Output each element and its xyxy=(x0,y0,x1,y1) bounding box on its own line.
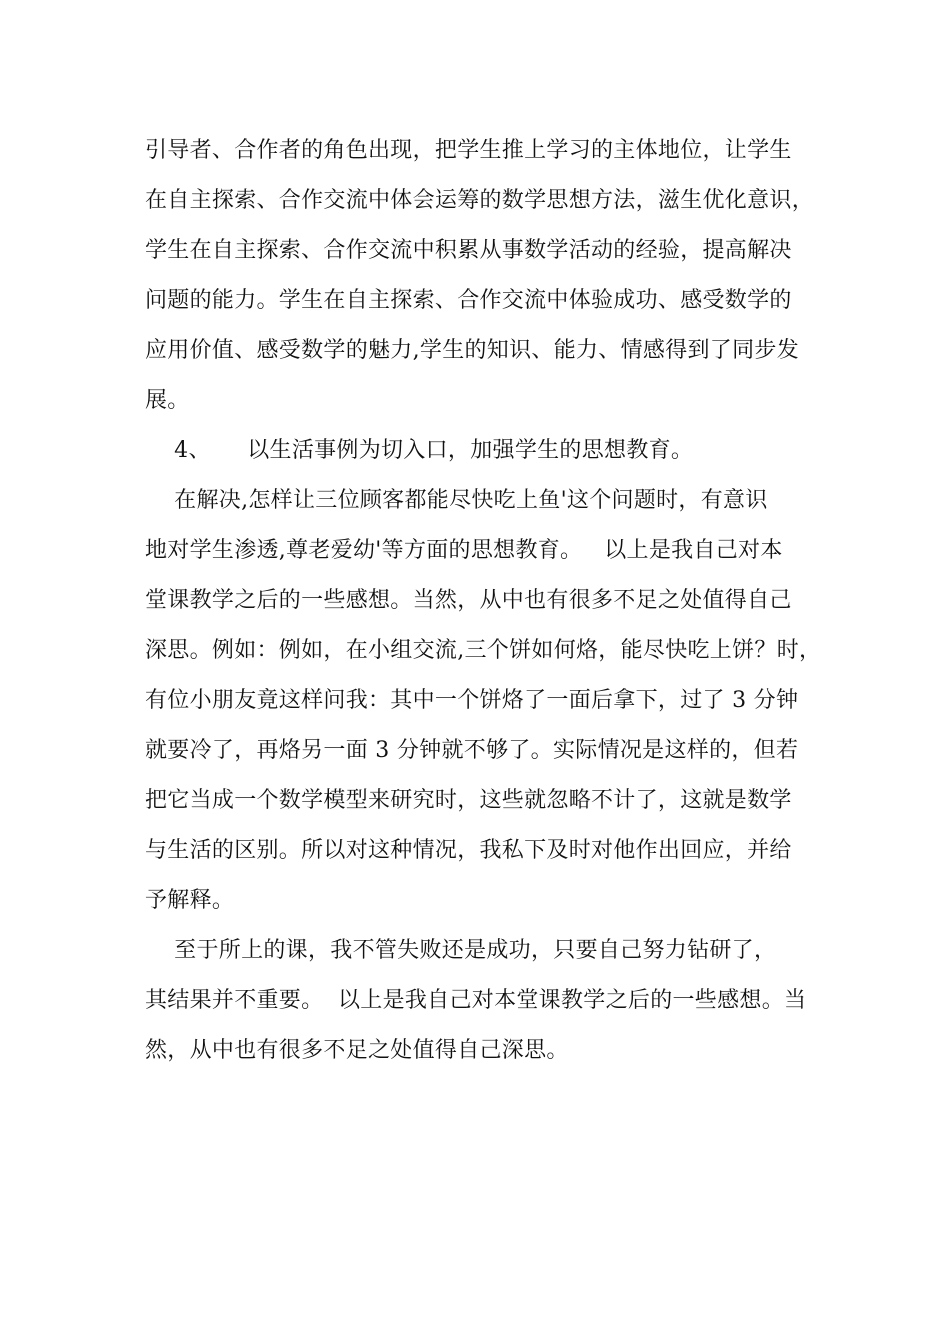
text-line: 其结果并不重要。 以上是我自己对本堂课教学之后的一些感想。当 xyxy=(145,988,807,1013)
text-line: 地对学生渗透,尊老爱幼'等方面的思想教育。 以上是我自己对本 xyxy=(145,538,783,563)
text-line: 引导者、合作者的角色出现，把学生推上学习的主体地位，让学生 xyxy=(145,138,792,163)
text-line: 问题的能力。学生在自主探索、合作交流中体验成功、感受数学的 xyxy=(145,288,792,313)
text-line: 展。 xyxy=(145,388,190,413)
text-line: 就要冷了，再烙另一面 3 分钟就不够了。实际情况是这样的，但若 xyxy=(145,738,799,763)
text-line: 学生在自主探索、合作交流中积累从事数学活动的经验，提高解决 xyxy=(145,238,792,263)
text-line: 至于所上的课，我不管失败还是成功，只要自己努力钻研了， xyxy=(145,938,777,963)
text-line: 堂课教学之后的一些感想。当然，从中也有很多不足之处值得自己 xyxy=(145,588,792,613)
text-line: 然，从中也有很多不足之处值得自己深思。 xyxy=(145,1038,569,1063)
text-line: 在自主探索、合作交流中体会运筹的数学思想方法，滋生优化意识， xyxy=(145,188,815,213)
text-line: 予解释。 xyxy=(145,888,235,913)
text-line: 有位小朋友竟这样问我：其中一个饼烙了一面后拿下，过了 3 分钟 xyxy=(145,688,799,713)
section-heading: 4、 以生活事例为切入口，加强学生的思想教育。 xyxy=(145,438,694,463)
text-line: 在解决,怎样让三位顾客都能尽快吃上鱼'这个问题时，有意识 xyxy=(145,488,768,513)
text-line: 深思。例如：例如，在小组交流,三个饼如何烙，能尽快吃上饼？时， xyxy=(145,638,822,663)
text-line: 把它当成一个数学模型来研究时，这些就忽略不计了，这就是数学 xyxy=(145,788,792,813)
text-line: 与生活的区别。所以对这种情况，我私下及时对他作出回应，并给 xyxy=(145,838,792,863)
text-line: 应用价值、感受数学的魅力,学生的知识、能力、情感得到了同步发 xyxy=(145,338,799,363)
